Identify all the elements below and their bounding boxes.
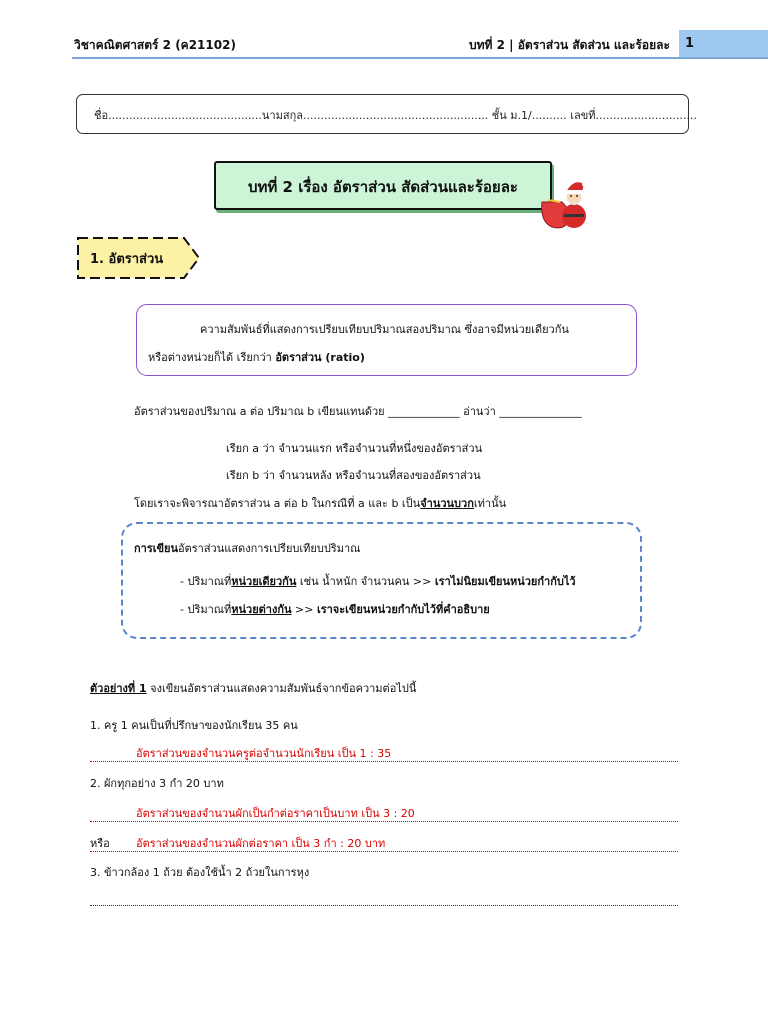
answer-1-text: อัตราส่วนของจำนวนครูต่อจำนวนนักเรียน เป็น 1 : 35: [136, 747, 392, 760]
note-item-mid: >>: [291, 603, 317, 616]
example-label: ตัวอย่างที่ 1: [90, 682, 147, 695]
chapter-label: บทที่ 2 | อัตราส่วน สัดส่วน และร้อยละ: [469, 38, 670, 52]
question-2: 2. ผักทุกอย่าง 3 กำ 20 บาท: [90, 777, 224, 790]
different-unit-rule: เราจะเขียนหน่วยกำกับไว้ที่คำอธิบาย: [316, 603, 490, 616]
answer-2-text: อัตราส่วนของจำนวนผักเป็นกำต่อราคาเป็นบาท เป็น 3 : 20: [136, 807, 415, 820]
answer-2-alt: [90, 832, 678, 852]
note-item-prefix: - ปริมาณที่: [180, 603, 232, 616]
chapter-title-box: [214, 161, 552, 210]
example-heading: [90, 679, 416, 697]
same-unit-rule: เราไม่นิยมเขียนหน่วยกำกับไว้: [434, 575, 576, 588]
positive-condition-line: [134, 494, 506, 512]
definition-text-2: [148, 348, 365, 366]
condition-text: โดยเราจะพิจารณาอัตราส่วน a ต่อ b ในกรณีที่ a และ b เป็น: [134, 497, 421, 510]
second-term-line: เรียก b ว่า จำนวนหลัง หรือจำนวนที่สองของอัตราส่วน: [226, 469, 481, 482]
condition-suffix: เท่านั้น: [473, 497, 507, 510]
section-heading: 1. อัตราส่วน: [90, 252, 164, 267]
different-unit-term: หน่วยต่างกัน: [231, 603, 292, 616]
question-3: 3. ข้าวกล้อง 1 ถ้วย ต้องใช้น้ำ 2 ถ้วยในการหุง: [90, 866, 310, 879]
first-term-line: เรียก a ว่า จำนวนแรก หรือจำนวนที่หนึ่งของอัตราส่วน: [226, 442, 483, 455]
note-item-same-unit: [180, 572, 576, 590]
note-item-different-unit: [180, 600, 490, 618]
answer-1: [90, 742, 678, 762]
definition-text-plain: หรือต่างหน่วยก็ได้ เรียกว่า: [148, 351, 276, 364]
answer-2-alt-text: อัตราส่วนของจำนวนผักต่อราคา เป็น 3 กำ : 20 บาท: [136, 837, 386, 850]
page-number-tab: [679, 30, 768, 57]
question-1: 1. ครู 1 คนเป็นที่ปรึกษาของนักเรียน 35 คน: [90, 719, 298, 732]
note-heading: [134, 539, 360, 557]
same-unit-term: หน่วยเดียวกัน: [231, 575, 297, 588]
definition-term: อัตราส่วน (ratio): [275, 351, 365, 364]
page-number: 1: [685, 36, 695, 51]
student-info-line: ชื่อ............................................นามสกุล..................................................... ชั้น ม.1/.......... เลขที่.............................: [94, 109, 697, 122]
note-item-mid: เช่น น้ำหนัก จำนวนคน >>: [296, 575, 435, 588]
answer-2: [90, 802, 678, 822]
chapter-title: บทที่ 2 เรื่อง อัตราส่วน สัดส่วนและร้อยละ: [248, 178, 518, 196]
positive-numbers-term: จำนวนบวก: [420, 497, 474, 510]
ratio-notation-line: อัตราส่วนของปริมาณ a ต่อ ปริมาณ b เขียนแทนด้วย _____________ อ่านว่า _______________: [134, 405, 582, 418]
note-heading-rest: อัตราส่วนแสดงการเปรียบเทียบปริมาณ: [178, 542, 361, 555]
answer-3-blank: [90, 886, 678, 906]
santa-icon: [538, 172, 592, 230]
header-divider: [72, 57, 768, 59]
answer-alt-prefix: หรือ: [90, 837, 110, 850]
note-item-prefix: - ปริมาณที่: [180, 575, 232, 588]
definition-text-1: ความสัมพันธ์ที่แสดงการเปรียบเทียบปริมาณสองปริมาณ ซึ่งอาจมีหน่วยเดียวกัน: [200, 323, 569, 336]
note-heading-bold: การเขียน: [134, 542, 178, 555]
subject-label: วิชาคณิตศาสตร์ 2 (ค21102): [74, 38, 236, 52]
example-instruction: จงเขียนอัตราส่วนแสดงความสัมพันธ์จากข้อความต่อไปนี้: [146, 682, 417, 695]
